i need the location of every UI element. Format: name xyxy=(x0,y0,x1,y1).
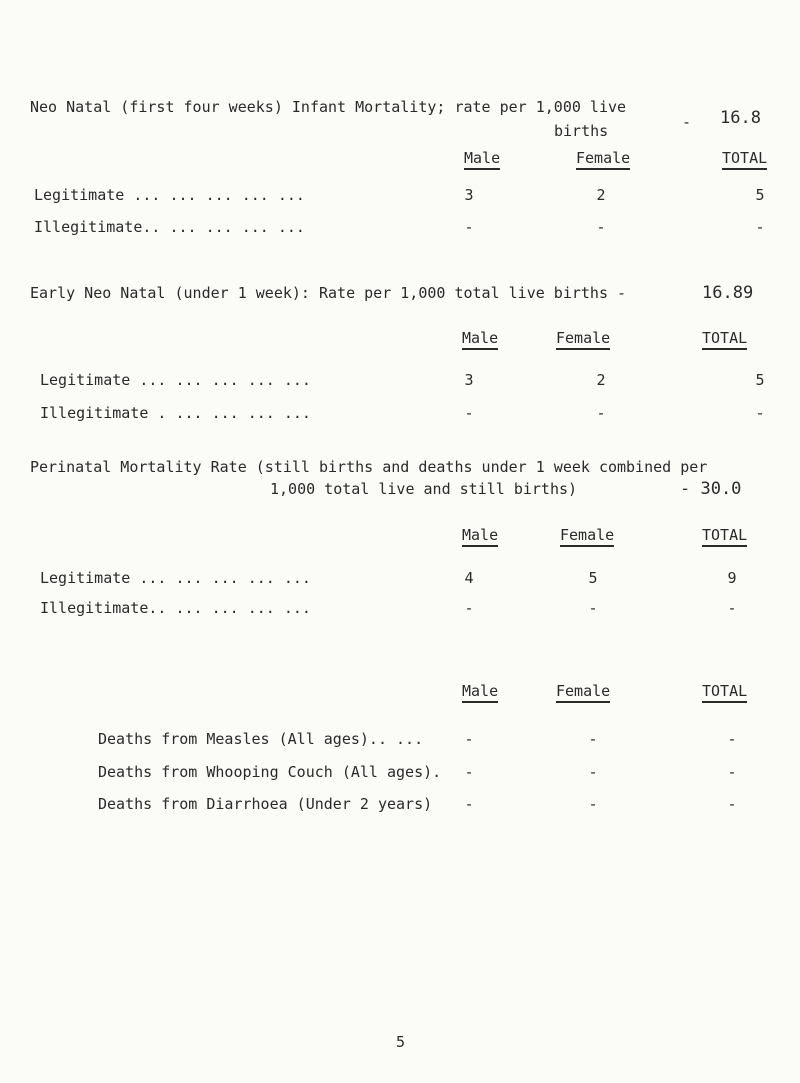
perinatal-header-female: Female xyxy=(560,526,615,544)
early-neo-natal-rate: 16.89 xyxy=(702,283,754,303)
neo-natal-rate: 16.8 xyxy=(720,108,761,128)
neo-natal-title-line2: births xyxy=(554,122,609,140)
perinatal-row-female: 5 xyxy=(588,569,598,587)
neo-natal-row-male: 3 xyxy=(464,186,474,204)
neo-natal-header-total: TOTAL xyxy=(722,149,768,167)
early-neo-natal-header-male: Male xyxy=(462,329,499,347)
page-number: 5 xyxy=(396,1033,406,1051)
perinatal-header-male: Male xyxy=(462,526,499,544)
deaths-row-total: - xyxy=(727,730,737,748)
early-neo-natal-row-total: 5 xyxy=(755,371,765,389)
neo-natal-row-female: - xyxy=(596,218,606,236)
neo-natal-header-male: Male xyxy=(464,149,501,167)
deaths-row-male: - xyxy=(464,730,474,748)
early-neo-natal-row-female: 2 xyxy=(596,371,606,389)
neo-natal-row-female: 2 xyxy=(596,186,606,204)
perinatal-row-total: - xyxy=(727,599,737,617)
deaths-header-female: Female xyxy=(556,682,611,700)
deaths-row-total: - xyxy=(727,763,737,781)
neo-natal-header-female: Female xyxy=(576,149,631,167)
deaths-row-label: Deaths from Diarrhoea (Under 2 years) xyxy=(98,795,433,813)
perinatal-header-total: TOTAL xyxy=(702,526,748,544)
deaths-row-label: Deaths from Measles (All ages).. ... xyxy=(98,730,424,748)
perinatal-row-male: - xyxy=(464,599,474,617)
neo-natal-title-line1: Neo Natal (first four weeks) Infant Mortality; rate per 1,000 live xyxy=(30,98,627,116)
early-neo-natal-header-total: TOTAL xyxy=(702,329,748,347)
perinatal-title-line1: Perinatal Mortality Rate (still births and deaths under 1 week combined per xyxy=(30,458,708,476)
neo-natal-row-total: - xyxy=(755,218,765,236)
perinatal-row-male: 4 xyxy=(464,569,474,587)
perinatal-row-total: 9 xyxy=(727,569,737,587)
deaths-row-male: - xyxy=(464,795,474,813)
early-neo-natal-row-male: - xyxy=(464,404,474,422)
early-neo-natal-row-label: Legitimate ... ... ... ... ... xyxy=(40,371,311,389)
deaths-row-female: - xyxy=(588,763,598,781)
perinatal-title-line2: 1,000 total live and still births) xyxy=(270,480,578,498)
early-neo-natal-row-male: 3 xyxy=(464,371,474,389)
neo-natal-row-label: Illegitimate.. ... ... ... ... xyxy=(34,218,305,236)
early-neo-natal-row-label: Illegitimate . ... ... ... ... xyxy=(40,404,311,422)
neo-natal-row-total: 5 xyxy=(755,186,765,204)
deaths-header-total: TOTAL xyxy=(702,682,748,700)
deaths-row-female: - xyxy=(588,730,598,748)
perinatal-row-female: - xyxy=(588,599,598,617)
deaths-header-male: Male xyxy=(462,682,499,700)
early-neo-natal-row-total: - xyxy=(755,404,765,422)
neo-natal-row-label: Legitimate ... ... ... ... ... xyxy=(34,186,305,204)
early-neo-natal-header-female: Female xyxy=(556,329,611,347)
deaths-row-male: - xyxy=(464,763,474,781)
deaths-row-total: - xyxy=(727,795,737,813)
perinatal-row-label: Legitimate ... ... ... ... ... xyxy=(40,569,311,587)
neo-natal-dash: - xyxy=(682,113,692,131)
deaths-row-female: - xyxy=(588,795,598,813)
deaths-row-label: Deaths from Whooping Couch (All ages). xyxy=(98,763,442,781)
early-neo-natal-row-female: - xyxy=(596,404,606,422)
neo-natal-row-male: - xyxy=(464,218,474,236)
perinatal-row-label: Illegitimate.. ... ... ... ... xyxy=(40,599,311,617)
early-neo-natal-title: Early Neo Natal (under 1 week): Rate per 1,000 total live births - xyxy=(30,284,627,302)
perinatal-rate: - 30.0 xyxy=(680,479,742,499)
